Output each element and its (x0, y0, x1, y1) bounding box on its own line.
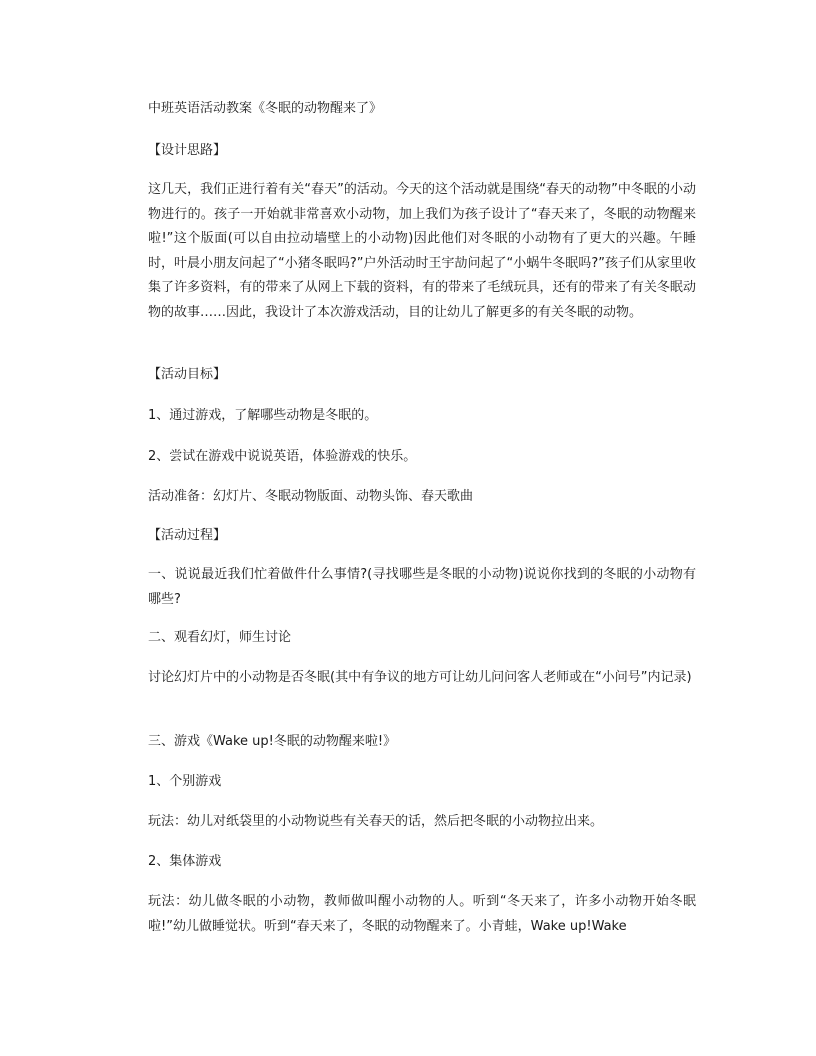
preparation-text: 活动准备：幻灯片、冬眠动物版面、动物头饰、春天歌曲 (148, 489, 474, 504)
game-1-title: 1、个别游戏 (148, 774, 222, 789)
goal-item-2: 2、尝试在游戏中说说英语，体验游戏的快乐。 (148, 449, 417, 464)
game-2-title: 2、集体游戏 (148, 854, 222, 869)
process-step-1: 一、说说最近我们忙着做件什么事情?(寻找哪些是冬眠的小动物)说说你找到的冬眠的小动物有哪些? (148, 567, 696, 607)
section-heading-design: 【设计思路】 (148, 143, 227, 158)
process-step-3: 三、游戏《Wake up!冬眠的动物醒来啦!》 (148, 734, 397, 749)
goal-item-1: 1、通过游戏，了解哪些动物是冬眠的。 (148, 408, 378, 423)
document-title: 中班英语活动教案《冬眠的动物醒来了》 (148, 101, 383, 116)
game-1-rule: 玩法：幼儿对纸袋里的小动物说些有关春天的话，然后把冬眠的小动物拉出来。 (148, 814, 604, 829)
game-2-rule: 玩法：幼儿做冬眠的小动物，教师做叫醒小动物的人。听到“冬天来了，许多小动物开始冬眠啦!”幼儿做睡觉状。听到“春天来了，冬眠的动物醒来了。小青蛙，Wake up!Wake (148, 894, 696, 934)
section-heading-process: 【活动过程】 (148, 528, 227, 543)
process-step-2: 二、观看幻灯，师生讨论 (148, 630, 292, 645)
process-step-2-detail: 讨论幻灯片中的小动物是否冬眠(其中有争议的地方可让幼儿问问客人老师或在“小问号”内记录) (148, 670, 692, 685)
design-paragraph: 这几天，我们正进行着有关“春天”的活动。今天的这个活动就是围绕“春天的动物”中冬眠的小动物进行的。孩子一开始就非常喜欢小动物，加上我们为孩子设计了“春天来了，冬眠的动物醒来啦!”这个版面(可以自由拉动墙壁上的小动物)因此他们对冬眠的小动物有了更大的兴趣。午睡时，叶晨小朋友问起了“小猪冬眠吗?”户外活动时王宇劼问起了“小蜗牛冬眠吗?”孩子们从家里收集了许多资料，有的带来了从网上下载的资料，有的带来了毛绒玩具，还有的带来了有关冬眠动物的故事……因此，我设计了本次游戏活动，目的让幼儿了解更多的有关冬眠的动物。 (148, 182, 696, 320)
section-heading-goals: 【活动目标】 (148, 367, 227, 382)
